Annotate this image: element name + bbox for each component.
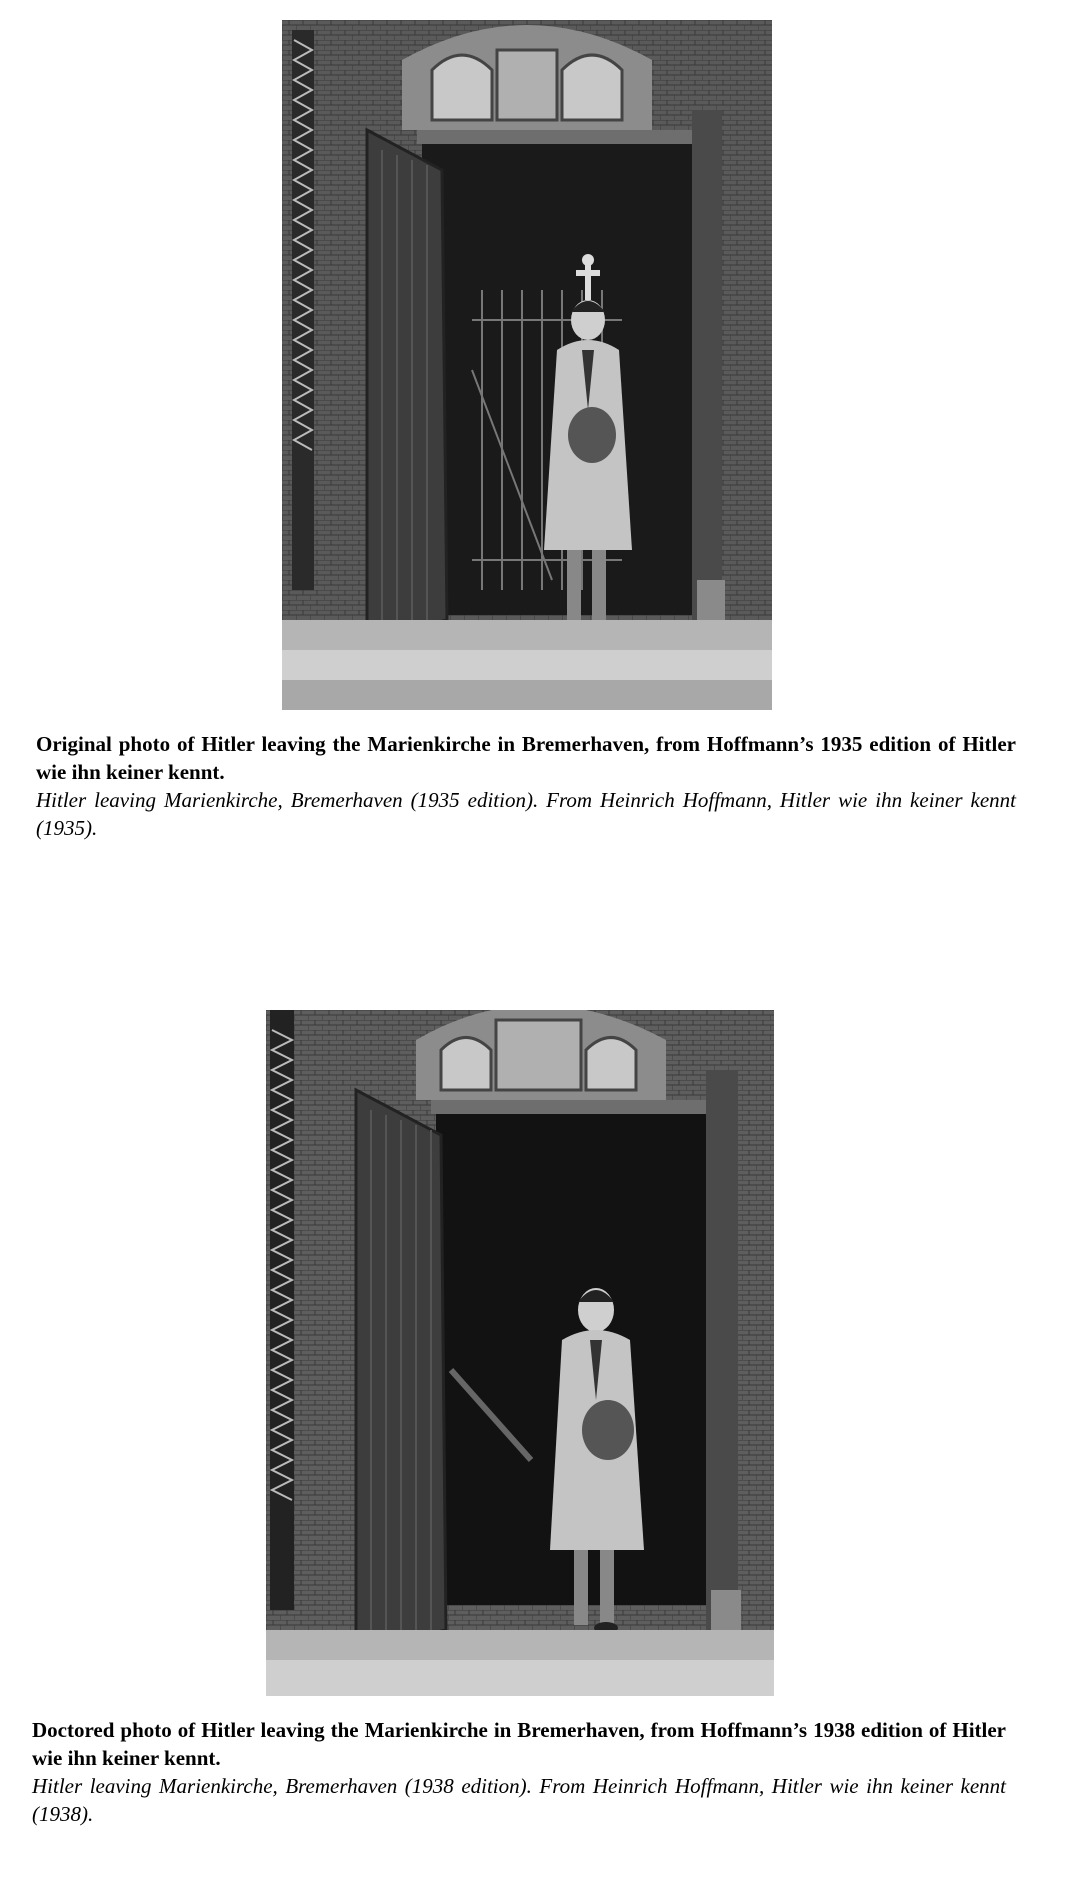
church-doorway-photo (282, 20, 772, 710)
caption-credit-1935: Hitler leaving Marienkirche, Bremerhaven (1935 edition). From Heinrich Hoffmann, Hitler wie ihn keiner kennt (1935). (36, 788, 1016, 840)
figure-caption-1938 (32, 1716, 1006, 1828)
figure-caption-1935 (36, 730, 1016, 842)
caption-credit-1938: Hitler leaving Marienkirche, Bremerhaven (1938 edition). From Heinrich Hoffmann, Hitler wie ihn keiner kennt (1938). (32, 1774, 1006, 1826)
photo-original-1935 (282, 20, 772, 710)
church-doorway-photo-doctored (266, 1010, 774, 1696)
caption-title-1938: Doctored photo of Hitler leaving the Marienkirche in Bremerhaven, from Hoffmann’s 1938 edition of Hitler wie ihn keiner kennt. (32, 1718, 1006, 1770)
photo-doctored-1938 (266, 1010, 774, 1696)
caption-title-1935: Original photo of Hitler leaving the Marienkirche in Bremerhaven, from Hoffmann’s 1935 edition of Hitler wie ihn keiner kennt. (36, 732, 1016, 784)
